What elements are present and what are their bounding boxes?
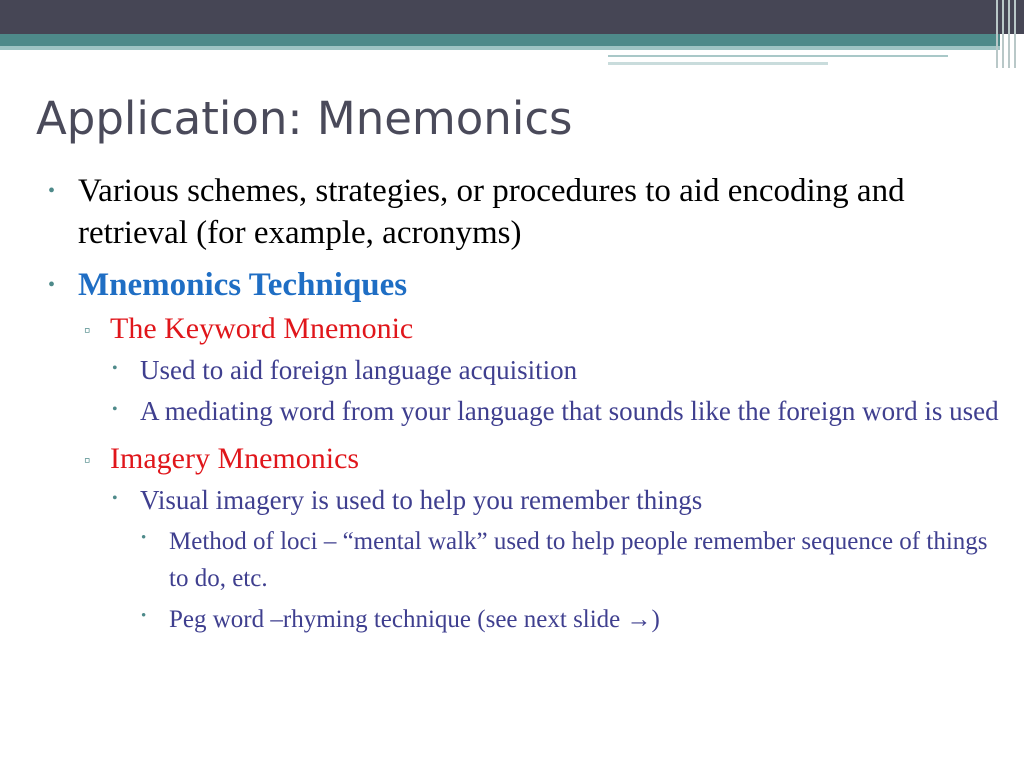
vertical-stripe	[1002, 0, 1004, 68]
sub-sub-bullet-text: A mediating word from your language that sounds like the foreign word is used	[140, 396, 999, 426]
dot-bullet-marker: •	[141, 530, 147, 546]
vertical-stripe	[1008, 0, 1010, 68]
teal-band	[0, 34, 1000, 46]
dot-bullet-marker: •	[141, 608, 147, 624]
square-bullet-marker: ▫	[84, 450, 91, 470]
bullet-marker: •	[48, 274, 56, 296]
dot-bullet-marker: •	[112, 401, 118, 418]
sub-sub-bullet-text: Used to aid foreign language acquisition	[140, 355, 578, 385]
bullet-text: Various schemes, strategies, or procedures to aid encoding and retrieval (for example, acronyms)	[78, 173, 905, 251]
bullet-marker: •	[48, 180, 56, 202]
sub-sub-bullet-text: Visual imagery is used to help you remember things	[140, 485, 703, 515]
vertical-stripe	[1014, 0, 1016, 68]
bullet-item	[48, 170, 1008, 254]
slide-body	[48, 170, 1008, 638]
accent-line	[608, 55, 948, 57]
dot-bullet-marker: •	[112, 360, 118, 377]
level4-bullet-item	[48, 523, 1008, 597]
sub-bullet-text: Imagery Mnemonics	[110, 442, 360, 475]
top-dark-bar	[0, 0, 1024, 34]
slide-title: Application: Mnemonics	[36, 92, 573, 145]
sub-bullet-text: The Keyword Mnemonic	[110, 312, 414, 345]
sub-bullet-item	[48, 440, 1008, 478]
level4-bullet-text: Method of loci – “mental walk” used to help people remember sequence of things to do, etc.	[169, 528, 988, 592]
bullet-item	[48, 264, 1008, 306]
square-bullet-marker: ▫	[84, 320, 91, 340]
sub-sub-bullet-item	[48, 482, 1008, 519]
level4-bullet-text: Peg word –rhyming technique (see next slide →)	[169, 606, 660, 633]
sub-bullet-item	[48, 310, 1008, 348]
bullet-text-heading: Mnemonics Techniques	[78, 267, 408, 303]
dot-bullet-marker: •	[112, 490, 118, 507]
teal-light-band	[0, 46, 1000, 50]
accent-line	[608, 62, 828, 65]
sub-sub-bullet-item	[48, 352, 1008, 389]
vertical-stripe	[996, 0, 998, 68]
sub-sub-bullet-item	[48, 393, 1008, 430]
level4-bullet-item	[48, 601, 1008, 638]
